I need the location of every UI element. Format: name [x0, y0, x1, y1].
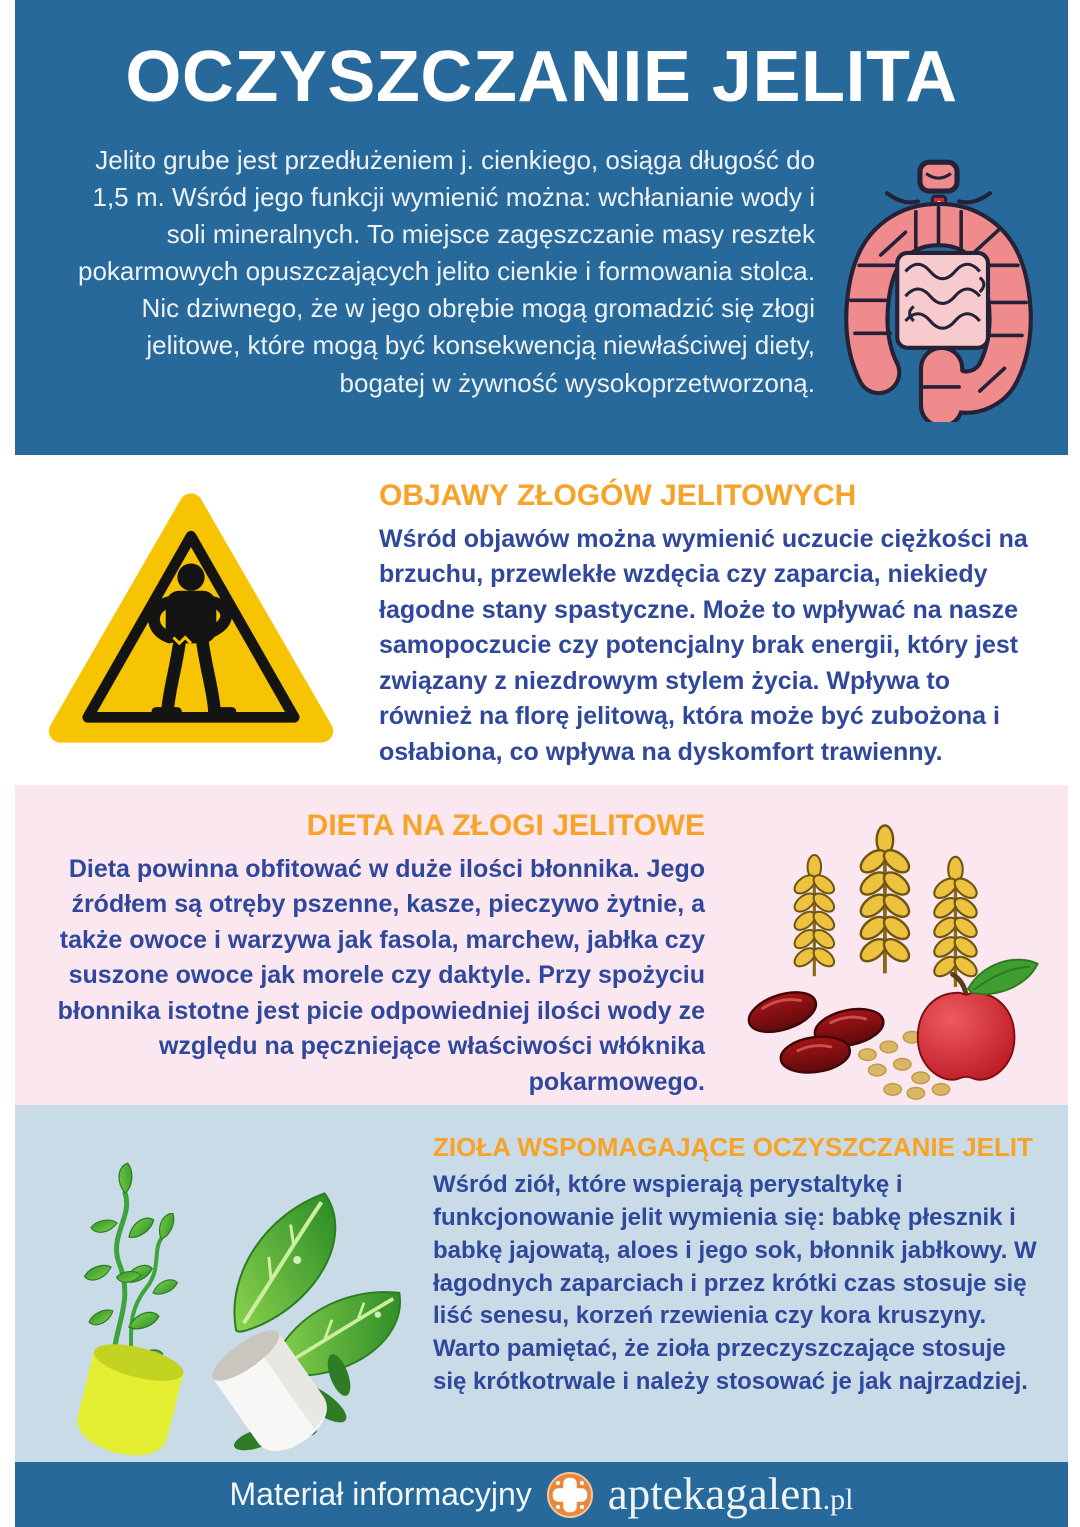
footer-label: Materiał informacyjny: [229, 1476, 532, 1512]
fiber-foods-icon: [721, 811, 1043, 1101]
diet-section: [15, 785, 1068, 1105]
brand-link[interactable]: [607, 1469, 854, 1519]
symptoms-body: Wśród objawów można wymienić uczucie ciężkości na brzuchu, przewlekłe wzdęcia czy zaparcia, niekiedy łagodne stany spastyczne. Może to wpływać na nasze samopoczucie czy potencjalny brak energii, który jest związany z niezdrowym stylem życia. Wpływa to również na florę jelitową, która może być zubożona i osłabiona, co wpływa na dyskomfort trawienny.: [379, 524, 1028, 766]
intestines-icon: [835, 156, 1042, 422]
symptoms-section: [15, 455, 1068, 785]
diet-body: Dieta powinna obfitować w duże ilości błonnika. Jego źródłem są otręby pszenne, kasze, pieczywo żytnie, a także owoce i warzywa jak fasola, marchew, jabłka czy suszone owoce jak morele czy daktyle. Przy spożyciu błonnika istotne jest picie odpowiedniej ilości wody ze względu na pęczniejące właściwości włóknika pokarmowego.: [57, 854, 705, 1096]
warning-triangle-icon: [45, 485, 337, 753]
diet-heading: DIETA NA ZŁOGI JELITOWE: [306, 809, 705, 842]
herbs-section: [15, 1105, 1068, 1462]
intro-text: Jelito grube jest przedłużeniem j. cienkiego, osiąga długość do 1,5 m. Wśród jego funkcji wymienić można: wchłanianie wody i soli mineralnych. To miejsce zagęszczanie masy resztek pokarmowych opuszczających jelito cienkie i formowania stolca. Nic dziwnego, że w jego obrębie mogą gromadzić się złogi jelitowe, które mogą być konsekwencją niewłaściwej diety, bogatej w żywność wysokoprzetworzoną.: [78, 144, 815, 398]
pharmacy-cross-icon: [546, 1471, 594, 1519]
herbs-body: Wśród ziół, które wspierają perystaltykę i funkcjonowanie jelit wymienia się: babkę płesznik i babkę jajowatą, aloes i jego sok, błonnik jabłkowy. W łagodnych zaparciach i przez krótki czas stosuje się liść senesu, korzeń rzewienia czy kora kruszyny. Warto pamiętać, że zioła przeczyszczające stosuje się krótkotrwale i należy stosować je jak najrzadziej.: [433, 1170, 1037, 1396]
footer-bar: [15, 1462, 1068, 1527]
brand-tld: .pl: [822, 1483, 854, 1516]
hero-section: [15, 0, 1068, 455]
herbs-heading: ZIOŁA WSPOMAGAJĄCE OCZYSZCZANIE JELIT: [433, 1132, 1033, 1162]
symptoms-heading: OBJAWY ZŁOGÓW JELITOWYCH: [379, 479, 857, 512]
diet-text-block: [45, 809, 705, 1105]
herbal-capsule-icon: [21, 1135, 421, 1462]
symptoms-text-block: [379, 473, 1044, 785]
brand-name: aptekagalen: [607, 1469, 823, 1519]
herbs-text-block: [433, 1121, 1039, 1462]
page-title: OCZYSZCZANIE JELITA: [125, 37, 958, 117]
